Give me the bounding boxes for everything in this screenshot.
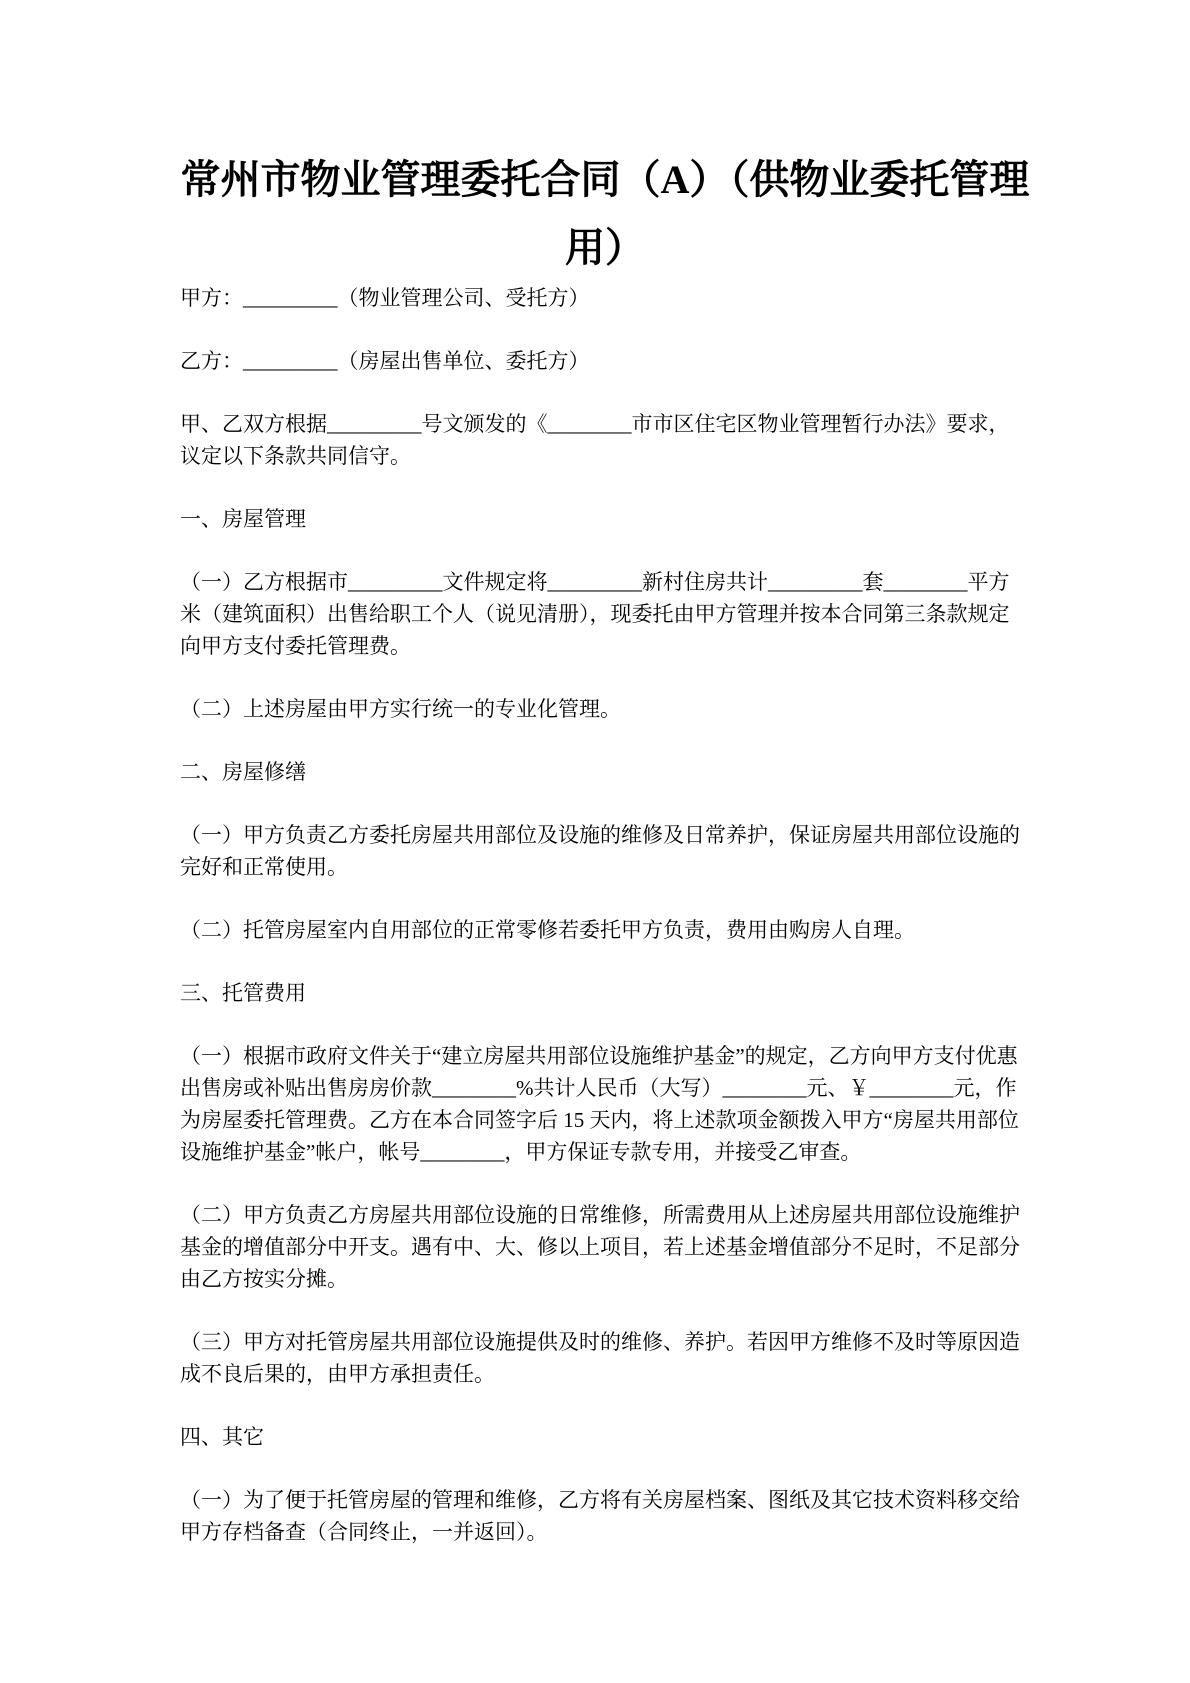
- paragraph: （一）根据市政府文件关于“建立房屋共用部位设施维护基金”的规定，乙方向甲方支付优惠出售房或补贴出售房房价款________%共计人民币（大写）________元、￥________元，作为房屋委托管理费。乙方在本合同签字后 15 天内，将上述款项金额拨入甲方“房屋共用部位设施维护基金”帐户，帐号________，甲方保证专款专用，并接受乙审查。: [180, 1044, 1019, 1164]
- paragraph: 甲方：_________（物业管理公司、受托方）: [180, 286, 590, 310]
- paragraph: 乙方：_________（房屋出售单位、委托方）: [180, 349, 590, 373]
- paragraph: 四、其它: [180, 1425, 264, 1449]
- paragraph: （一）为了便于托管房屋的管理和维修，乙方将有关房屋档案、图纸及其它技术资料移交给甲方存档备查（合同终止，一并返回）。: [180, 1488, 1020, 1544]
- paragraph: （二）上述房屋由甲方实行统一的专业化管理。: [180, 697, 621, 721]
- paragraph: 三、托管费用: [180, 981, 306, 1005]
- paragraph: （二）甲方负责乙方房屋共用部位设施的日常维修，所需费用从上述房屋共用部位设施维护基金的增值部分中开支。遇有中、大、修以上项目，若上述基金增值部分不足时，不足部分由乙方按实分摊。: [180, 1203, 1020, 1291]
- document-body: [180, 282, 1030, 1548]
- paragraph: （三）甲方对托管房屋共用部位设施提供及时的维修、养护。若因甲方维修不及时等原因造成不良后果的，由甲方承担责任。: [180, 1330, 1020, 1386]
- paragraph: 二、房屋修缮: [180, 760, 306, 784]
- document-title: 常州市物业管理委托合同（A）（供物业委托管理用）: [180, 157, 1030, 270]
- paragraph: （一）甲方负责乙方委托房屋共用部位及设施的维修及日常养护，保证房屋共用部位设施的完好和正常使用。: [180, 823, 1020, 879]
- paragraph: （二）托管房屋室内自用部位的正常零修若委托甲方负责，费用由购房人自理。: [180, 918, 915, 942]
- paragraph: 一、房屋管理: [180, 507, 306, 531]
- paragraph: （一）乙方根据市_________文件规定将_________新村住房共计_________套________平方米（建筑面积）出售给职工个人（说见清册），现委托由甲方管理并按本合同第三条款规定向甲方支付委托管理费。: [180, 570, 1010, 658]
- paragraph: 甲、乙双方根据_________号文颁发的《________市市区住宅区物业管理暂行办法》要求，议定以下条款共同信守。: [180, 412, 1010, 468]
